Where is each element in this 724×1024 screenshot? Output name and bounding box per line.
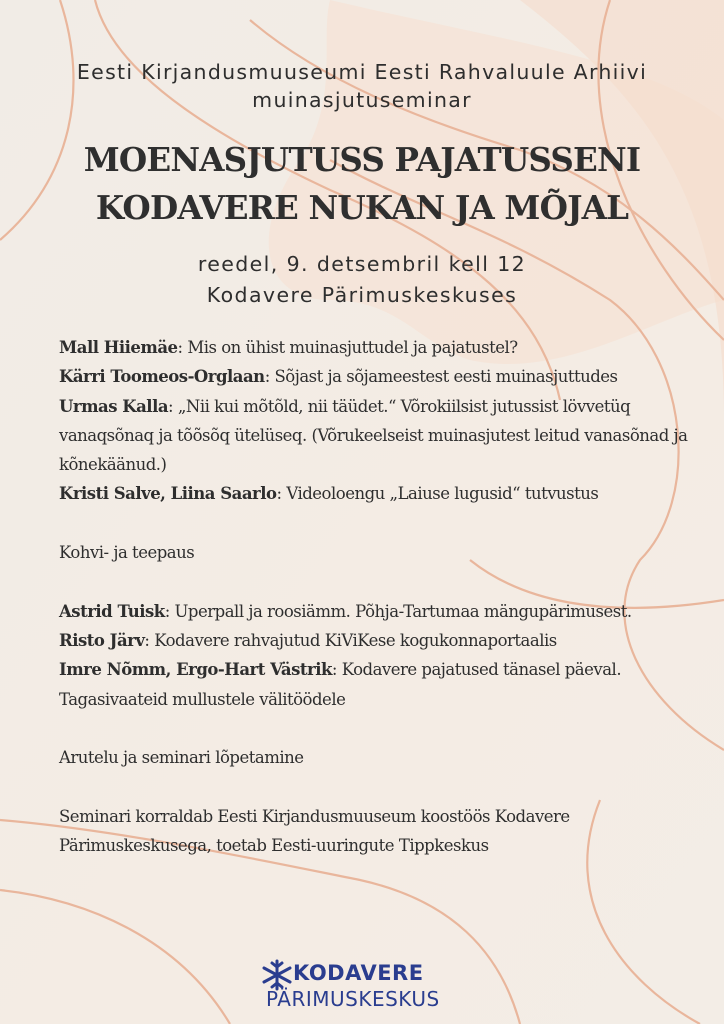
talk-title: : Uperpall ja roosiämm. Põhja-Tartumaa mängupärimusest.	[164, 601, 632, 621]
organizer-heading	[0, 58, 724, 114]
talk-title: : Sõjast ja sõjameestest eesti muinasjuttudes	[264, 367, 618, 387]
program-item	[59, 655, 709, 714]
logo-text-parimuskeskus: PÄRIMUSKESKUS	[266, 987, 440, 1011]
speaker-name: Kristi Salve, Liina Saarlo	[59, 484, 277, 504]
title-line-1: MOENASJUTUSS PAJATUSSENI	[83, 140, 641, 179]
credits-note	[59, 802, 709, 861]
program-item	[59, 362, 709, 391]
speaker-name: Urmas Kalla	[59, 396, 169, 416]
speaker-name: Kärri Toomeos-Orglaan	[59, 367, 265, 387]
event-type-line: muinasjutuseminar	[252, 88, 472, 112]
program-list	[59, 333, 709, 860]
speaker-name: Mall Hiiemäe	[59, 338, 178, 357]
speaker-name: Risto Järv	[59, 630, 145, 650]
credits-text: Seminari korraldab Eesti Kirjandusmuuseum koostöös Kodavere Pärimuskeskusega, toetab Eesti-uuringute Tippkeskus	[59, 806, 570, 856]
talk-title: : Kodavere pajatused tänasel päeval. Tagasivaateid mullustele välitöödele	[59, 660, 622, 709]
break-label: Kohvi- ja teepaus	[59, 543, 195, 563]
event-location: Kodavere Pärimuskeskuses	[206, 283, 518, 307]
spacer	[59, 509, 709, 538]
closing-label: Arutelu ja seminari lõpetamine	[59, 748, 304, 768]
spacer	[59, 567, 709, 596]
closing-item	[59, 743, 709, 772]
speaker-name: Astrid Tuisk	[59, 601, 165, 621]
program-item	[59, 597, 709, 626]
event-title	[0, 136, 724, 232]
kodavere-logo	[260, 956, 490, 1014]
spacer	[59, 714, 709, 743]
talk-title: : Mis on ühist muinasjuttudel ja pajatustel?	[177, 338, 518, 357]
talk-title: : „Nii kui mõtõld, nii täüdet.“ Võrokiilsist jutussist lövvetüq vanaqsõnaq ja tõõsõq ütelüseq. (Võrukeelseist muinasjutest leitud vanasõnad ja kõnekäänud.)	[59, 396, 688, 475]
program-item	[59, 333, 709, 362]
speaker-name: Imre Nõmm, Ergo-Hart Västrik	[59, 660, 332, 680]
program-item	[59, 626, 709, 655]
logo-text-kodavere: KODAVERE	[293, 961, 424, 985]
program-item	[59, 479, 709, 508]
talk-title: : Videoloengu „Laiuse lugusid“ tutvustus	[276, 484, 599, 504]
spacer	[59, 772, 709, 801]
break-item	[59, 538, 709, 567]
event-date: reedel, 9. detsembril kell 12	[197, 252, 527, 276]
talk-title: : Kodavere rahvajutud KiViKese kogukonnaportaalis	[144, 630, 557, 650]
program-item	[59, 392, 709, 480]
event-time-place	[0, 249, 724, 311]
title-line-2: KODAVERE NUKAN JA MÕJAL	[95, 188, 629, 227]
organizer-line: Eesti Kirjandusmuuseumi Eesti Rahvaluule Arhiivi	[76, 60, 648, 84]
